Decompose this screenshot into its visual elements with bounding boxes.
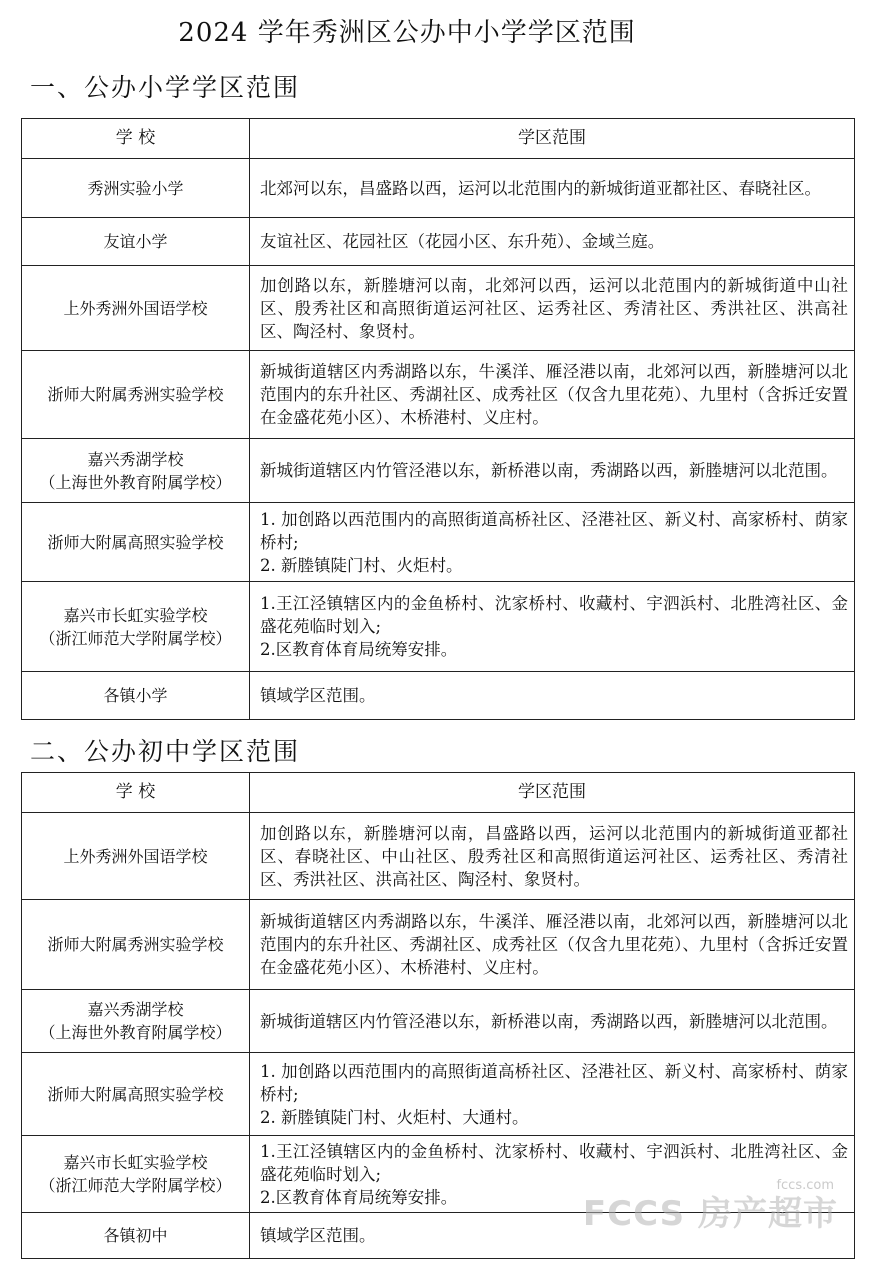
col-area-header: 学区范围: [250, 773, 855, 813]
table-row: [22, 266, 855, 351]
school-cell: [22, 503, 250, 582]
area-text: 新城街道辖区内秀湖路以东，牛溪洋、雁泾港以南，北郊河以西，新塍塘河以北范围内的东升社区、秀湖社区、成秀社区（仅含九里花苑）、九里村（含拆迁安置在金盛花苑小区）、木桥港村、义庄村。: [260, 362, 848, 427]
school-name: 上外秀洲外国语学校: [63, 298, 208, 318]
school-name: 各镇小学: [103, 686, 168, 705]
area-text: 加创路以东，新塍塘河以南，昌盛路以西，运河以北范围内的新城街道亚都社区、春晓社区、中山社区、殷秀社区和高照街道运河社区、运秀社区、秀清社区、秀洪社区、洪高社区、陶泾村、象贤村。: [260, 823, 848, 889]
col-school-header: 学 校: [22, 773, 250, 813]
watermark-logo: FCCS 房产超市: [582, 1194, 838, 1234]
school-name: 浙师大附属秀洲实验学校: [47, 385, 224, 404]
area-text: 1.王江泾镇辖区内的金鱼桥村、沈家桥村、收藏村、宇泗浜村、北胜湾社区、金盛花苑临时划入;: [260, 594, 848, 636]
area-cell: [250, 990, 855, 1053]
school-cell: [22, 672, 250, 720]
school-name: （上海世外教育附属学校）: [39, 1023, 232, 1042]
school-cell: [22, 159, 250, 218]
table-row: [22, 351, 855, 439]
school-name: 上外秀洲外国语学校: [63, 846, 208, 866]
school-cell: [22, 900, 250, 990]
area-cell: [250, 813, 855, 900]
area-text: 2. 新塍镇陡门村、火炬村、大通村。: [260, 1107, 529, 1127]
table-row: [22, 218, 855, 266]
table-row: [22, 990, 855, 1053]
school-name: 浙师大附属高照实验学校: [47, 1084, 224, 1104]
middle-heading: 二、公办初中学区范围: [30, 737, 301, 766]
school-cell: [22, 813, 250, 900]
school-name: 嘉兴秀湖学校: [87, 449, 184, 469]
area-text: 镇域学区范围。: [260, 686, 376, 705]
table-row: [22, 813, 855, 900]
school-name: 嘉兴市长虹实验学校: [63, 605, 208, 625]
area-cell: [250, 439, 855, 503]
school-cell: [22, 1136, 250, 1213]
school-cell: [22, 1213, 250, 1259]
school-cell: [22, 266, 250, 351]
area-text: 1.王江泾镇辖区内的金鱼桥村、沈家桥村、收藏村、宇泗浜村、北胜湾社区、金盛花苑临时划入;: [260, 1141, 848, 1184]
col-school-header: 学 校: [22, 119, 250, 159]
table-row: [22, 439, 855, 503]
area-text: 北郊河以东，昌盛路以西，运河以北范围内的新城街道亚都社区、春晓社区。: [260, 178, 821, 198]
school-name: （浙江师范大学附属学校）: [39, 1176, 232, 1195]
area-cell: [250, 266, 855, 351]
school-name: 浙师大附属高照实验学校: [47, 532, 224, 552]
table-row: [22, 503, 855, 582]
area-cell: [250, 351, 855, 439]
school-cell: [22, 218, 250, 266]
area-cell: [250, 218, 855, 266]
area-cell: [250, 672, 855, 720]
school-cell: [22, 1053, 250, 1136]
table-row: [22, 582, 855, 672]
col-area-header: 学区范围: [250, 119, 855, 159]
school-name: 嘉兴秀湖学校: [87, 1000, 184, 1019]
area-cell: [250, 582, 855, 672]
area-text: 镇域学区范围。: [260, 1226, 376, 1245]
school-name: 各镇初中: [103, 1226, 168, 1245]
area-text: 加创路以东，新塍塘河以南，北郊河以西，运河以北范围内的新城街道中山社区、殷秀社区和高照街道运河社区、运秀社区、秀清社区、秀洪社区、洪高社区、陶泾村、象贤村。: [260, 275, 848, 341]
school-cell: [22, 439, 250, 503]
table-row: [22, 159, 855, 218]
school-cell: [22, 582, 250, 672]
area-text: 2. 新塍镇陡门村、火炬村。: [260, 555, 463, 575]
area-text: 新城街道辖区内竹管泾港以东，新桥港以南，秀湖路以西，新塍塘河以北范围。: [260, 461, 838, 480]
area-cell: [250, 503, 855, 582]
area-cell: [250, 1053, 855, 1136]
school-name: 秀洲实验小学: [87, 178, 184, 198]
area-cell: [250, 159, 855, 218]
school-name: 浙师大附属秀洲实验学校: [47, 935, 224, 954]
school-name: （上海世外教育附属学校）: [39, 472, 232, 492]
area-text: 1. 加创路以西范围内的高照街道高桥社区、泾港社区、新义村、高家桥村、荫家桥村;: [260, 509, 848, 552]
school-name: 嘉兴市长虹实验学校: [63, 1153, 208, 1172]
area-text: 2.区教育体育局统筹安排。: [260, 640, 458, 659]
area-text: 2.区教育体育局统筹安排。: [260, 1187, 458, 1207]
watermark-url: fccs.com: [776, 1178, 834, 1193]
area-cell: [250, 900, 855, 990]
school-name: （浙江师范大学附属学校）: [39, 628, 232, 648]
school-cell: [22, 990, 250, 1053]
page-title: 2024 学年秀洲区公办中小学学区范围: [178, 18, 636, 48]
table-row: [22, 1053, 855, 1136]
school-cell: [22, 351, 250, 439]
school-name: 友谊小学: [103, 232, 168, 251]
primary-table: [21, 118, 855, 720]
area-text: 新城街道辖区内秀湖路以东，牛溪洋、雁泾港以南，北郊河以西，新塍塘河以北范围内的东升社区、秀湖社区、成秀社区（仅含九里花苑）、九里村（含拆迁安置在金盛花苑小区）、木桥港村、义庄村。: [260, 912, 848, 977]
area-text: 新城街道辖区内竹管泾港以东，新桥港以南，秀湖路以西，新塍塘河以北范围。: [260, 1011, 838, 1031]
area-text: 友谊社区、花园社区（花园小区、东升苑）、金域兰庭。: [260, 232, 665, 251]
primary-heading: 一、公办小学学区范围: [30, 73, 301, 102]
table-row: [22, 672, 855, 720]
area-text: 1. 加创路以西范围内的高照街道高桥社区、泾港社区、新义村、高家桥村、荫家桥村;: [260, 1061, 848, 1104]
table-row: [22, 900, 855, 990]
